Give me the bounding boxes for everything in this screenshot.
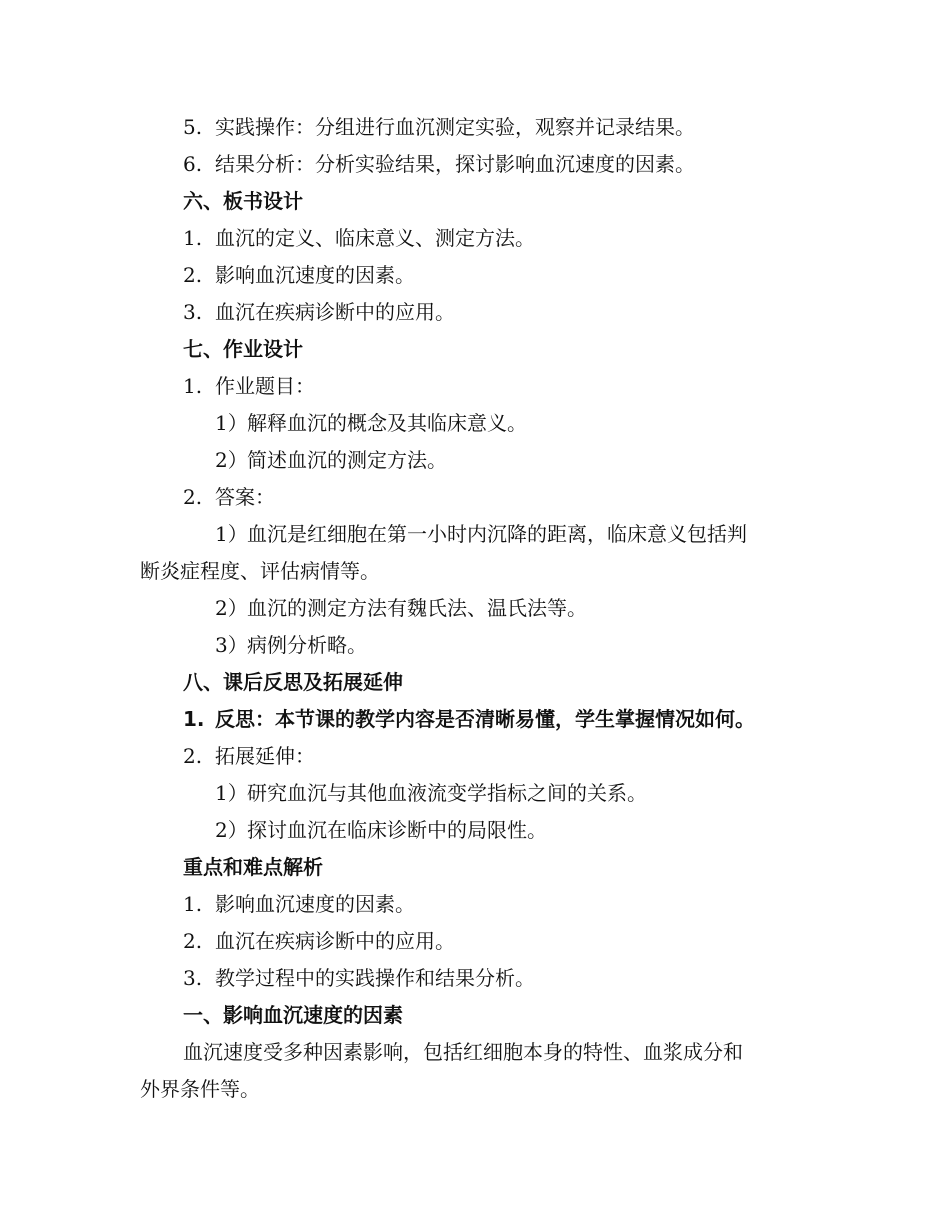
paragraph: 血沉速度受多种因素影响，包括红细胞本身的特性、血浆成分和 — [183, 1040, 743, 1064]
list-item-bold: 1. 反思：本节课的教学内容是否清晰易懂，学生掌握情况如何。 — [183, 707, 755, 731]
section-heading: 六、板书设计 — [183, 189, 303, 213]
list-item: 6. 结果分析：分析实验结果，探讨影响血沉速度的因素。 — [183, 152, 695, 176]
paragraph-continuation: 外界条件等。 — [140, 1077, 260, 1101]
list-item: 2. 拓展延伸： — [183, 744, 315, 768]
section-heading: 一、影响血沉速度的因素 — [183, 1003, 403, 1027]
section-heading: 八、课后反思及拓展延伸 — [183, 670, 403, 694]
sub-list-item: 2）血沉的测定方法有魏氏法、温氏法等。 — [215, 596, 587, 620]
paragraph-continuation: 断炎症程度、评估病情等。 — [140, 559, 380, 583]
list-item: 1. 影响血沉速度的因素。 — [183, 892, 415, 916]
sub-list-item: 1）血沉是红细胞在第一小时内沉降的距离，临床意义包括判 — [215, 522, 747, 546]
sub-list-item: 1）研究血沉与其他血液流变学指标之间的关系。 — [215, 781, 647, 805]
section-heading: 七、作业设计 — [183, 337, 303, 361]
sub-list-item: 2）探讨血沉在临床诊断中的局限性。 — [215, 818, 547, 842]
list-item: 5. 实践操作：分组进行血沉测定实验，观察并记录结果。 — [183, 115, 695, 139]
list-item: 1. 作业题目： — [183, 374, 315, 398]
sub-list-item: 2）简述血沉的测定方法。 — [215, 448, 447, 472]
list-item: 2. 答案： — [183, 485, 275, 509]
section-heading: 重点和难点解析 — [183, 855, 323, 879]
sub-list-item: 3）病例分析略。 — [215, 633, 367, 657]
list-item: 3. 血沉在疾病诊断中的应用。 — [183, 300, 455, 324]
list-item: 2. 影响血沉速度的因素。 — [183, 263, 415, 287]
list-item: 2. 血沉在疾病诊断中的应用。 — [183, 929, 455, 953]
list-item: 3. 教学过程中的实践操作和结果分析。 — [183, 966, 535, 990]
list-item: 1. 血沉的定义、临床意义、测定方法。 — [183, 226, 535, 250]
sub-list-item: 1）解释血沉的概念及其临床意义。 — [215, 411, 527, 435]
